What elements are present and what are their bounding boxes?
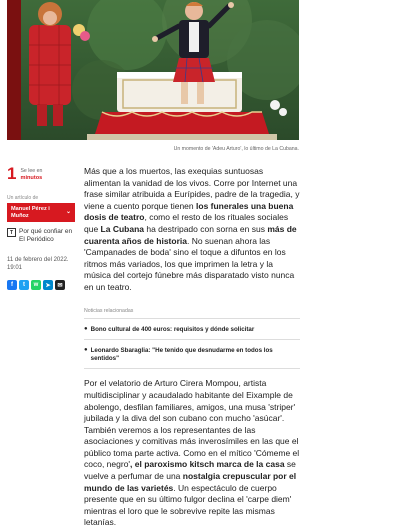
telegram-icon[interactable]: ➤	[43, 280, 53, 290]
paragraph-2	[84, 378, 300, 529]
related-news	[84, 308, 300, 370]
bullet-icon: ●	[84, 325, 88, 332]
social-share	[7, 280, 75, 290]
publish-date: 11 de febrero del 2022. 19:01	[7, 257, 69, 271]
facebook-icon[interactable]: f	[7, 280, 17, 290]
bold-run: , el paroxismo kitsch marca de la casa	[130, 459, 285, 470]
bold-run: nostalgia crepuscular por el mundo de las varietés	[84, 471, 297, 493]
reading-time	[7, 165, 75, 182]
related-news-item[interactable]	[84, 339, 300, 368]
text-run: . No suenan ahora las 'Campanades de boda' sino el toque a difuntos en los ritmos más variados, los que imprimen la letra y la música del cortejo fúnebre más disparatado visto nunca en un teatro.	[84, 235, 295, 292]
divider	[84, 368, 300, 369]
author-button[interactable]	[7, 203, 75, 222]
related-news-title: Leonardo Sbaraglia: "He tenido que desnudarme en todos los sentidos"	[90, 347, 273, 362]
bold-run: La Cubana	[100, 223, 144, 234]
chevron-down-icon: ⌄	[65, 209, 71, 216]
reading-time-prefix: Se lee en	[20, 168, 43, 174]
text-run: Más que a los muertos, las exequias suntuosas alimentan la vanidad de los vivos. Corre por Internet una frase similar atribuida a Eurípides, padre de la tragedia, y viene a cuento porque tienen	[84, 166, 300, 211]
reading-time-unit: minutos	[20, 174, 43, 181]
text-run: . Un espectáculo de cuerpo presente que en su último fulgor declina el 'carpe diem' mientras el loro que le sobrevive repite las mismas letanías.	[84, 482, 292, 528]
article-meta	[7, 165, 75, 290]
bold-run: más de cuarenta años de historia	[84, 223, 297, 246]
author-name: Manuel Pérez i Muñoz	[11, 206, 50, 219]
related-news-label: Noticias relacionadas	[84, 307, 134, 314]
related-news-item[interactable]	[84, 318, 300, 340]
bullet-icon: ●	[84, 347, 88, 354]
trust-link[interactable]	[7, 228, 75, 244]
text-run: ha destripado con sorna en sus	[144, 223, 268, 234]
whatsapp-icon[interactable]: w	[31, 280, 41, 290]
related-news-title: Bono cultural de 400 euros: requisitos y dónde solicitar	[90, 325, 255, 333]
twitter-icon[interactable]: t	[19, 280, 29, 290]
text-run: se vuelve a perfumar de una	[84, 459, 296, 482]
reading-time-number: 1	[7, 164, 17, 183]
article-photo	[7, 0, 299, 140]
trust-icon: T	[7, 228, 16, 237]
author-label: Un artículo de	[7, 195, 39, 201]
article-body	[84, 166, 300, 529]
text-run: Por el velatorio de Arturo Cirera Mompou, artista multidisciplinar y acaudalado habitante del Eixample de abolengo, desfilan familiares, amigos, una musa 'striper' jubilada y la diva del son cubano con mucho 'asúcar'. También veremos a los representantes de las asociaciones y comitivas más inverosímiles en las que el público toma parte activa. Como en el mítico 'Cómeme el coco, negro'	[84, 378, 300, 470]
text-run: , como el resto de los rituales sociales que	[84, 212, 289, 234]
bold-run: los funerales una buena dosis de teatro	[84, 200, 294, 223]
photo-caption: Un momento de 'Adeu Arturo', lo último de La Cubana.	[173, 146, 299, 152]
email-icon[interactable]: ✉	[55, 280, 65, 290]
paragraph-1	[84, 166, 300, 294]
trust-text: Por qué confiar en El Periódico	[19, 228, 73, 244]
stage-illustration	[7, 0, 299, 140]
